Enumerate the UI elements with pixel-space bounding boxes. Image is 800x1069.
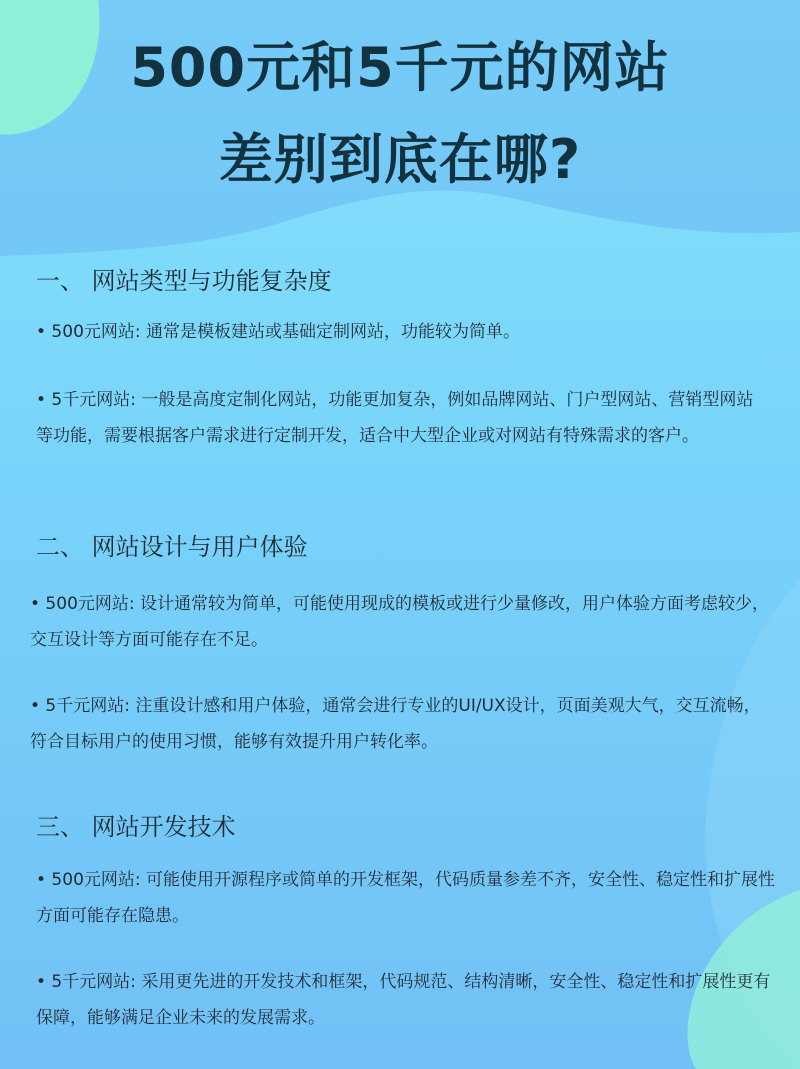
section-2-bullet-1: • 500元网站: 设计通常较为简单，可能使用现成的模板或进行少量修改，用户体验方面考虑较少，交互设计等方面可能存在不足。	[30, 594, 770, 650]
title-line-1: 500元和5千元的网站	[130, 36, 670, 99]
section-heading-3: 三、 网站开发技术	[36, 813, 236, 841]
section-heading-2: 二、 网站设计与用户体验	[36, 533, 308, 561]
section-3-bullet-2: • 5千元网站: 采用更先进的开发技术和框架，代码规范、结构清晰，安全性、稳定性和扩展性更有保障，能够满足企业未来的发展需求。	[36, 972, 771, 1028]
section-3-bullet-1: • 500元网站: 可能使用开源程序或简单的开发框架，代码质量参差不齐，安全性、稳定性和扩展性方面可能存在隐患。	[36, 870, 776, 926]
section-1-bullet-1: • 500元网站: 通常是模板建站或基础定制网站，功能较为简单。	[36, 322, 521, 342]
section-1-bullet-2: • 5千元网站: 一般是高度定制化网站，功能更加复杂，例如品牌网站、门户型网站、营销型网站等功能，需要根据客户需求进行定制开发，适合中大型企业或对网站有特殊需求的客户。	[36, 390, 754, 446]
section-2-bullet-2: • 5千元网站: 注重设计感和用户体验，通常会进行专业的UI/UX设计，页面美观大气，交互流畅，符合目标用户的使用习惯，能够有效提升用户转化率。	[30, 696, 761, 752]
title-line-2: 差别到底在哪?	[218, 128, 582, 191]
section-heading-1: 一、 网站类型与功能复杂度	[36, 267, 332, 295]
